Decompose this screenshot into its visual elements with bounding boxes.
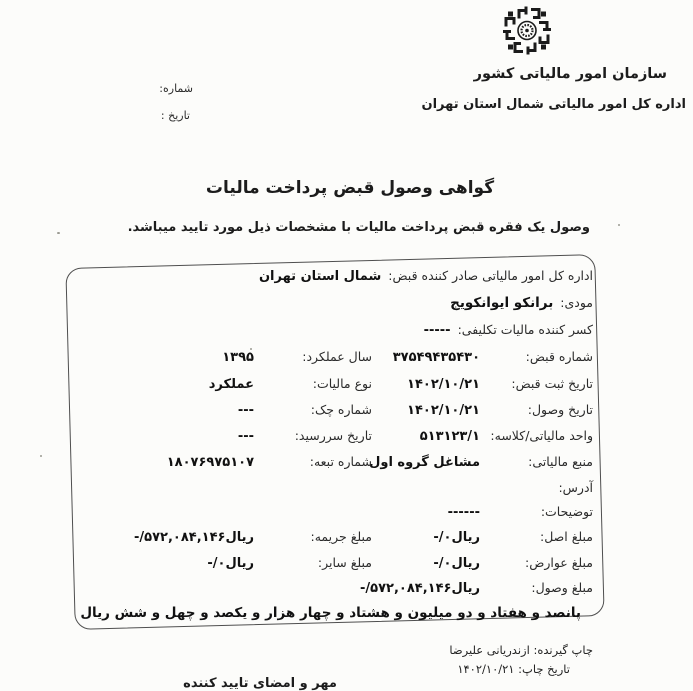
organization-name: سازمان امور مالیاتی کشور xyxy=(473,66,667,82)
principal-amount-value: -/۰ریال xyxy=(433,530,480,545)
scan-speckle xyxy=(618,224,620,226)
tax-unit-label: واحد مالیاتی/کلاسه: xyxy=(490,428,593,443)
fine-amount-label: مبلغ جریمه: xyxy=(310,529,372,544)
receipt-date-label: تاریخ وصول: xyxy=(527,402,593,417)
bill-register-date-value: ۱۴۰۲/۱۰/۲۱ xyxy=(407,377,480,392)
check-number-row xyxy=(234,402,372,418)
scan-speckle xyxy=(250,348,252,350)
document-title: گواهی وصول قبض پرداخت مالیات xyxy=(205,178,495,198)
duties-amount-label: مبلغ عوارض: xyxy=(525,555,593,570)
receipt-date-row xyxy=(403,402,593,418)
tax-type-label: نوع مالیات: xyxy=(312,376,372,391)
document-subtitle: وصول یک فقره قبض پرداخت مالیات با مشخصات ذیل مورد تایید میباشد. xyxy=(127,220,590,235)
performance-year-value: ۱۳۹۵ xyxy=(222,350,254,365)
national-number-row xyxy=(163,454,372,470)
tax-unit-row xyxy=(416,428,593,444)
scan-speckle xyxy=(57,232,60,234)
address-row xyxy=(476,480,593,496)
principal-amount-label: مبلغ اصل: xyxy=(540,529,593,544)
bill-number-row xyxy=(389,349,593,365)
taxpayer-label: مودی: xyxy=(560,295,593,310)
other-amount-label: مبلغ سایر: xyxy=(317,555,372,570)
tax-unit-value: ۵۱۳۱۲۳/۱ xyxy=(419,429,480,444)
scan-speckle xyxy=(40,455,42,457)
check-number-value: --- xyxy=(237,403,254,418)
withholding-row xyxy=(420,322,593,338)
issuer-value: شمال استان تهران xyxy=(258,269,382,284)
print-date-row xyxy=(457,662,570,676)
other-amount-value: -/۰ریال xyxy=(207,556,254,571)
check-number-label: شماره چک: xyxy=(310,402,372,417)
print-recipient-value: ازندریانی علیرضا xyxy=(449,643,530,657)
address-label: آدرس: xyxy=(558,480,593,495)
amount-in-words: پانصد و هفتاد و دو میلیون و هشتاد و چهار هزار و یکصد و چهل و شش ریال xyxy=(80,605,581,621)
other-amount-row xyxy=(203,555,372,571)
issuer-row xyxy=(255,268,593,284)
receipt-date-value: ۱۴۰۲/۱۰/۲۱ xyxy=(407,403,480,418)
print-recipient-label: چاپ گیرنده: xyxy=(533,643,593,657)
notes-value: ------ xyxy=(447,505,480,520)
bill-number-label: شماره قبض: xyxy=(525,349,593,364)
bill-register-date-row xyxy=(403,376,593,392)
duties-amount-value: -/۰ریال xyxy=(433,556,480,571)
bill-register-date-label: تاریخ ثبت قبض: xyxy=(511,376,593,391)
national-number-label: شماره تبعه: xyxy=(309,454,372,469)
bill-number-value: ۳۷۵۴۹۴۳۵۴۳۰ xyxy=(392,350,480,365)
print-recipient-row xyxy=(449,643,593,657)
due-date-value: --- xyxy=(237,429,254,444)
performance-year-label: سال عملکرد: xyxy=(302,349,372,364)
due-date-row xyxy=(234,428,372,444)
collected-amount-row xyxy=(356,580,593,596)
notes-label: توضیحات: xyxy=(540,504,593,519)
due-date-label: تاریخ سررسید: xyxy=(294,428,372,443)
tax-source-label: منبع مالیاتی: xyxy=(528,454,593,469)
taxpayer-value: برانکو ایوانکویج xyxy=(450,295,554,311)
collected-amount-value: -/۵۷۲,۰۸۴,۱۴۶ریال xyxy=(360,581,480,596)
issuer-label: اداره کل امور مالیاتی صادر کننده قبض: xyxy=(388,268,593,283)
fine-amount-row xyxy=(130,529,372,545)
performance-year-row xyxy=(218,349,372,365)
tax-type-value: عملکرد xyxy=(208,377,254,392)
notes-row xyxy=(444,504,593,520)
tax-source-value: مشاغل گروه اول xyxy=(369,455,480,470)
fine-amount-value: -/۵۷۲,۰۸۴,۱۴۶ریال xyxy=(134,530,254,545)
tax-organization-emblem-icon xyxy=(488,3,566,58)
withholding-value: ----- xyxy=(423,323,451,338)
ref-date-label: تاریخ : xyxy=(160,109,190,122)
ref-number-label: شماره: xyxy=(159,82,193,95)
print-date-value: ۱۴۰۲/۱۰/۲۱ xyxy=(457,662,515,676)
collected-amount-label: مبلغ وصول: xyxy=(531,580,593,595)
print-date-label: تاریخ چاپ: xyxy=(518,662,570,676)
signature-line: مهر و امضای تایید کننده xyxy=(183,676,337,691)
taxpayer-row xyxy=(446,295,593,311)
duties-amount-row xyxy=(429,555,593,571)
withholding-label: کسر کننده مالیات تکلیفی: xyxy=(457,322,593,337)
tax-type-row xyxy=(205,376,372,392)
department-name: اداره کل امور مالیاتی شمال استان تهران xyxy=(421,97,686,112)
tax-source-row xyxy=(365,454,593,470)
principal-amount-row xyxy=(429,529,593,545)
national-number-value: ۱۸۰۷۶۹۷۵۱۰۷ xyxy=(166,455,254,470)
